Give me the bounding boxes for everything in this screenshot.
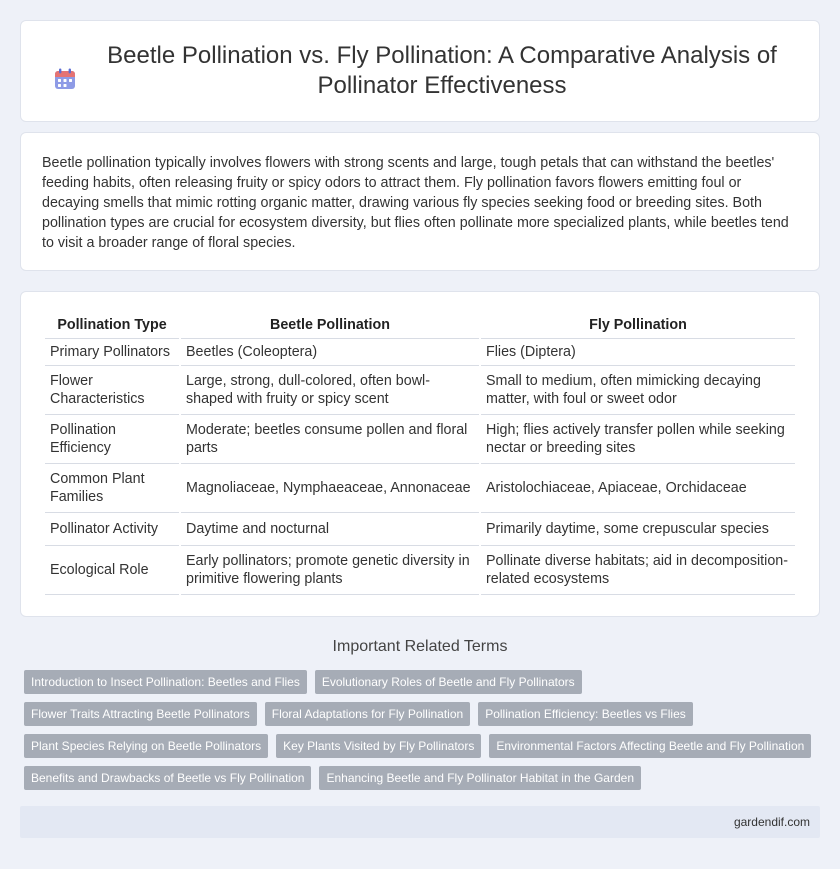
page-title: Beetle Pollination vs. Fly Pollination: A Comparative Analysis of Pollinator Effectiveness (107, 42, 777, 99)
related-term-tag[interactable]: Floral Adaptations for Fly Pollination (265, 702, 470, 726)
table-cell: Pollinate diverse habitats; aid in decomposition-related ecosystems (481, 546, 795, 595)
term-row (24, 670, 824, 694)
related-term-tag[interactable]: Benefits and Drawbacks of Beetle vs Fly Pollination (24, 766, 311, 790)
table-row (45, 546, 795, 595)
column-header: Beetle Pollination (181, 312, 479, 339)
column-header: Pollination Type (45, 312, 179, 339)
header-card (20, 20, 820, 122)
table-cell: High; flies actively transfer pollen while seeking nectar or breeding sites (481, 415, 795, 464)
table-cell: Common Plant Families (45, 464, 179, 513)
table-cell: Flower Characteristics (45, 366, 179, 415)
comparison-table (43, 312, 797, 595)
table-row (45, 366, 795, 415)
table-cell: Large, strong, dull-colored, often bowl-shaped with fruity or spicy scent (181, 366, 479, 415)
column-header: Fly Pollination (481, 312, 795, 339)
table-cell: Primarily daytime, some crepuscular species (481, 513, 795, 546)
related-terms-title: Important Related Terms (332, 638, 508, 655)
table-cell: Aristolochiaceae, Apiaceae, Orchidaceae (481, 464, 795, 513)
calendar-icon (53, 67, 77, 91)
table-row (45, 339, 795, 366)
table-header-row (45, 312, 795, 339)
intro-card (20, 132, 820, 271)
intro-paragraph: Beetle pollination typically involves flowers with strong scents and large, tough petals that can withstand the beetles' feeding habits, often releasing fruity or spicy odors to attract them. Fly pollination favors flowers emitting foul or decaying smells that mimic rotting organic matter, drawing various fly species seeking food or breeding sites. Both pollination types are crucial for ecosystem diversity, but flies often pollinate more specialized plants, while beetles tend to visit a broader range of floral species. (42, 155, 789, 251)
related-term-tag[interactable]: Plant Species Relying on Beetle Pollinators (24, 734, 268, 758)
related-term-tag[interactable]: Key Plants Visited by Fly Pollinators (276, 734, 481, 758)
table-cell: Beetles (Coleoptera) (181, 339, 479, 366)
table-cell: Pollination Efficiency (45, 415, 179, 464)
table-cell: Primary Pollinators (45, 339, 179, 366)
table-cell: Daytime and nocturnal (181, 513, 479, 546)
related-term-tag[interactable]: Environmental Factors Affecting Beetle and Fly Pollination (489, 734, 811, 758)
table-row (45, 415, 795, 464)
comparison-table-card (20, 291, 820, 617)
table-row (45, 464, 795, 513)
table-cell: Early pollinators; promote genetic diversity in primitive flowering plants (181, 546, 479, 595)
related-term-tag[interactable]: Introduction to Insect Pollination: Beetles and Flies (24, 670, 307, 694)
related-term-tag[interactable]: Evolutionary Roles of Beetle and Fly Pollinators (315, 670, 582, 694)
table-cell: Moderate; beetles consume pollen and floral parts (181, 415, 479, 464)
title-wrap (23, 41, 817, 101)
table-cell: Pollinator Activity (45, 513, 179, 546)
related-term-tag[interactable]: Enhancing Beetle and Fly Pollinator Habitat in the Garden (319, 766, 641, 790)
table-cell: Flies (Diptera) (481, 339, 795, 366)
footer (20, 806, 820, 838)
table-cell: Small to medium, often mimicking decaying matter, with foul or sweet odor (481, 366, 795, 415)
footer-site-link[interactable]: gardendif.com (733, 815, 810, 829)
related-term-tag[interactable]: Pollination Efficiency: Beetles vs Flies (478, 702, 693, 726)
table-row (45, 513, 795, 546)
term-row (24, 734, 824, 758)
term-row (24, 702, 824, 726)
related-term-tag[interactable]: Flower Traits Attracting Beetle Pollinators (24, 702, 257, 726)
table-cell: Ecological Role (45, 546, 179, 595)
term-row (24, 766, 824, 790)
related-terms (24, 670, 824, 798)
table-cell: Magnoliaceae, Nymphaeaceae, Annonaceae (181, 464, 479, 513)
